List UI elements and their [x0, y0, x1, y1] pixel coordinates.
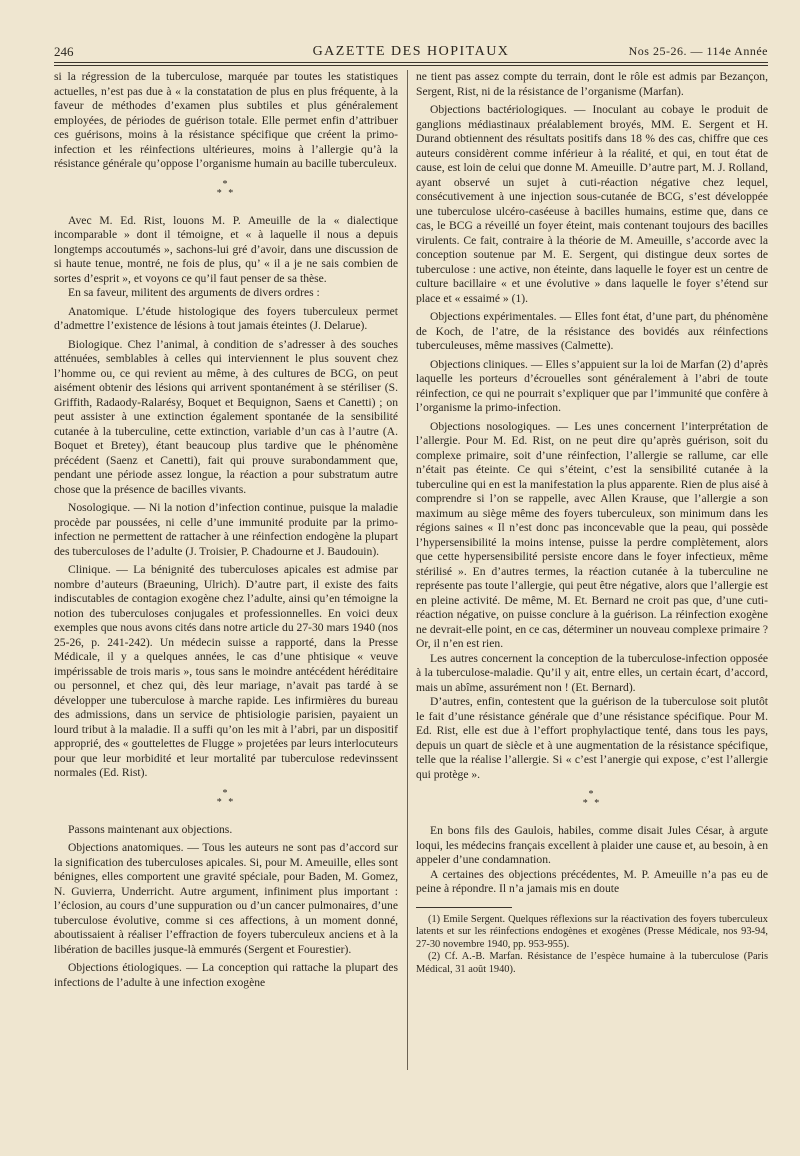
- footnote-1: (1) Emile Sergent. Quelques réflexions sur la réactivation des foyers tuberculeux latents et sur les réinfections endogènes et exogènes (Presse Médicale, nos 93-94, 27-30 novembre 1940, pp. 953-955).: [416, 913, 768, 950]
- column-divider: [407, 70, 408, 1070]
- paragraph: Passons maintenant aux objections.: [68, 822, 233, 836]
- asterism-separator: * * *: [216, 787, 236, 808]
- paragraph-biologique: Biologique. Chez l’animal, à condition de s’adresser à des souches atténuées, semblables à celles qui interviennent le plus souvent chez l’homme ou, ce qui revient au même, à des cultures de BCG, on peut aisément obtenir des lésions qui arrivent spontanément à se stériliser (S. Griffith, Radaody-Ralarésy, Boquet et Bequignon, Saens et Canetti) ; on peut assister à une extinction également spontanée de la sensibilité cutanée à la tuberculine, cette extinction, variable d’un cas à l’autre (A. Boquet et Bretey), étant beaucoup plus tardive que le phénomène précédent (Saenz et Canetti), fait qui prouve surabondamment que, pendant une période assez longue, la réaction a pour substratum autre chose que la présence de bacilles vivants.: [54, 337, 398, 496]
- paragraph: Les autres concernent la conception de la tuberculose-infection opposée à la tuberculose-maladie. Qu’il y ait, entre elles, un certain écart, d’accord, mais un abîme, assurément non ! (Et. Bernard).: [416, 651, 768, 694]
- right-column: [416, 70, 768, 1130]
- running-header: [54, 44, 768, 64]
- header-rule-thin: [54, 62, 768, 63]
- footnote-2: (2) Cf. A.-B. Marfan. Résistance de l’espèce humaine à la tuberculose (Paris Médical, 31 août 1940).: [416, 951, 768, 975]
- footnote-rule: [416, 907, 512, 908]
- paragraph: En sa faveur, militent des arguments de divers ordres :: [68, 286, 320, 299]
- paragraph-objections-anatomiques: Objections anatomiques. — Tous les auteurs ne sont pas d’accord sur la signification des tuberculoses apicales. Si, pour M. Ameuille, elles sont bénignes, elles comportent une gravité spéciale, pour Baden, M. Gomez, N. Guvierra, Underricht. Autre argument, infiniment plus important : l’éclosion, au cours d’une suppuration ou d’un cancer pulmonaires, d’une tuberculose évolutive, comme si ces affections, à un moment donné, aboutissaient à réaliser l’effraction de foyers tuberculeux anciens et à la libération de bacilles jusque-là emmurés (Sergent et Fourestier).: [54, 841, 398, 956]
- page-number: 246: [54, 44, 74, 59]
- paragraph-objections-nosologiques: Objections nosologiques. — Les unes concernent l’interprétation de l’allergie. Pour M. Ed. Rist, on ne peut dire qu’après guérison, soit du complexe primaire, soit d’une réinfection, l’allergie se rallume, car elle n’était pas éteinte. Ce qui s’éteint, c’est la sensibilité cutanée à la tuberculine qui en est la manifestation la plus apparente. Rien de plus aisé à comprendre si l’on se rappelle, avec Allen Krause, que l’allergie a son maximum au siège même des foyers tuberculeux, son minimum dans les régions saines « Il n’est donc pas inconcevable que la peau, qui possède l’hypersensibilité la moins intense, puisse la perdre complètement, alors que cette hypersensibilité persiste encore dans le foyer infectieux, même stérilisé ». En d’autres termes, la réaction cutanée à la tuberculine ne représente pas toute l’allergie, qui peut être négative, alors que l’allergie est en pleine activité. De même, M. Et. Bernard ne croit pas que, d’une cuti-réaction négative, on puisse conclure à la guérison. La réinfection exogène ne devrait-elle point, en ce cas, déterminer un nouveau complexe primaire ? Or, il n’en est rien.: [416, 419, 768, 650]
- paragraph-objections-bacteriologiques: Objections bactériologiques. — Inoculant au cobaye le produit de ganglions médiastinaux préalablement broyés, MM. E. Sergent et H. Durand obtiennent des résultats positifs dans 18 % des cas, chiffre que ces auteurs considèrent comme inférieur à la réalité, et qui, en tout état de cause, est loin de celui que donne M. Ameuille. D’autre part, M. J. Rolland, ayant observé un sujet à cuti-réaction négative chez lequel, consécutivement à une injection sous-cutanée de BCG, s’est développée une tuberculose ulcéro-caséeuse à bacilles humains, estime que, dans ce cas, le BCG a réveillé un foyer éteint, mais contenant toujours des bacilles virulents. Ce fait, contraire à la théorie de M. Ameuille, s’accorde avec la conception soutenue par M. E. Sergent, qui distingue deux sortes de tuberculose : une active, non éteinte, dans laquelle le foyer est un centre de culture bacillaire « et une évolutive » dans laquelle le foyer s’étend sur place et « essaimé » (1).: [416, 103, 768, 305]
- left-column: [54, 70, 398, 1130]
- paragraph-clinique: Clinique. — La bénignité des tuberculoses apicales est admise par nombre d’auteurs (Braeuning, Ulrich). D’autre part, il existe des faits indiscutables de contagion exogène chez l’adulte, ainsi qu’en témoigne la notion des tuberculoses conjugales et professionnelles. En voici deux exemples que nous avons cités dans notre article du 27-30 mars 1940 (nos 25-26, p. 241-242). Un médecin suisse a rapporté, dans la Presse Médicale, il y a quelques années, le cas d’une phtisique « veuve impérissable de trois maris », tous sans le moindre antécédent héréditaire ou personnel, et chez qui, dès leur mariage, n’avait pas tardé à se développer une tuberculose à marche rapide. Les infirmières du bureau des admissions, dans un service de phtisiologie parisien, payaient un lourd tribut à la maladie. Il a suffi qu’on les mit à l’abri, par un dispositif approprié, des « gouttelettes de Flugge » projetées par leurs interlocuteurs pour que leur morbidité et leur mortalité par tuberculose redevinssent normales (Ed. Rist).: [54, 563, 398, 779]
- journal-title: GAZETTE DES HOPITAUX: [312, 44, 510, 59]
- paragraph: A certaines des objections précédentes, M. P. Ameuille n’a pas eu de peine à répondre. Il n’a jamais mis en doute: [416, 867, 768, 895]
- paragraph: En bons fils des Gaulois, habiles, comme disait Jules César, à argute loqui, les médecins français excellent à plaider une cause et, au besoin, à en appeler d’une condamnation.: [416, 824, 768, 866]
- header-rule-thick: [54, 65, 768, 66]
- paragraph: ne tient pas assez compte du terrain, dont le rôle est admis par Bezançon, Sergent, Rist, ni de la résistance de l’organisme (Marfan).: [416, 70, 768, 98]
- paragraph: D’autres, enfin, contestent que la guérison de la tuberculose soit plutôt le fait d’une résistance générale que d’une résistance spécifique. Pour M. Ed. Rist, elle est due à l’effort prophylactique tenté, dans tous les pays, depuis un quart de siècle et à une augmentation de la résistance spécifique, telle que la réalise l’allergie. Si « c’est l’anergie qui expose, c’est l’allergie qui protège ».: [416, 695, 768, 781]
- paragraph: si la régression de la tuberculose, marquée par toutes les statistiques actuelles, n’est pas due à « la constatation de plus en plus fréquente, à la faveur de méthodes d’examen plus subtiles et plus généralement employées, de périodes de guérison totale. Elle permet enfin d’attribuer ces guérisons, moins à la résistance spécifique que créent la primo-infection et les réinfections ultérieures, moins à l’allergie qu’à la résistance générale qu’oppose l’organisme humain au bacille tuberculeux.: [54, 70, 398, 170]
- paragraph-nosologique: Nosologique. — Ni la notion d’infection continue, puisque la maladie procède par poussées, ni celle d’une immunité produite par la primo-infection ne permettent de rattacher à une réinfection endogène la plupart des tuberculoses de l’adulte (J. Troisier, P. Chadourne et J. Baudouin).: [54, 501, 398, 558]
- paragraph-objections-cliniques: Objections cliniques. — Elles s’appuient sur la loi de Marfan (2) d’après laquelle les porteurs d’écrouelles sont généralement à l’abri de toute réinfection, ce qui ne pourrait s’expliquer que par l’immunité que confère à l’organisme la primo-infection.: [416, 357, 768, 414]
- issue-number: Nos 25-26. — 114e Année: [628, 44, 768, 58]
- paragraph: Avec M. Ed. Rist, louons M. P. Ameuille de la « dialectique incomparable » dont il témoigne, et « à laquelle il nous a depuis longtemps accoutumés », sachons-lui gré d’avoir, dans une discussion de si haute tenue, montré, ne fois de plus, qu’ « il a je ne sais combien de sortes d’esprit », et voyons ce qu’il faut penser de sa thèse.: [54, 213, 398, 285]
- paragraph-objections-etiologiques: Objections étiologiques. — La conception qui rattache la plupart des infections de l’adulte à une infection exogène: [54, 961, 398, 989]
- paragraph-objections-experimentales: Objections expérimentales. — Elles font état, d’une part, du phénomène de Koch, de l’atre, de la résistance des bovidés aux réinfections tuberculeuses, même massives (Calmette).: [416, 310, 768, 352]
- asterism-separator: * * *: [216, 178, 236, 199]
- asterism-separator: * * *: [582, 789, 602, 809]
- paragraph-anatomique: Anatomique. L’étude histologique des foyers tuberculeux permet d’admettre l’existence de lésions à tout jamais éteintes (J. Delarue).: [54, 304, 398, 332]
